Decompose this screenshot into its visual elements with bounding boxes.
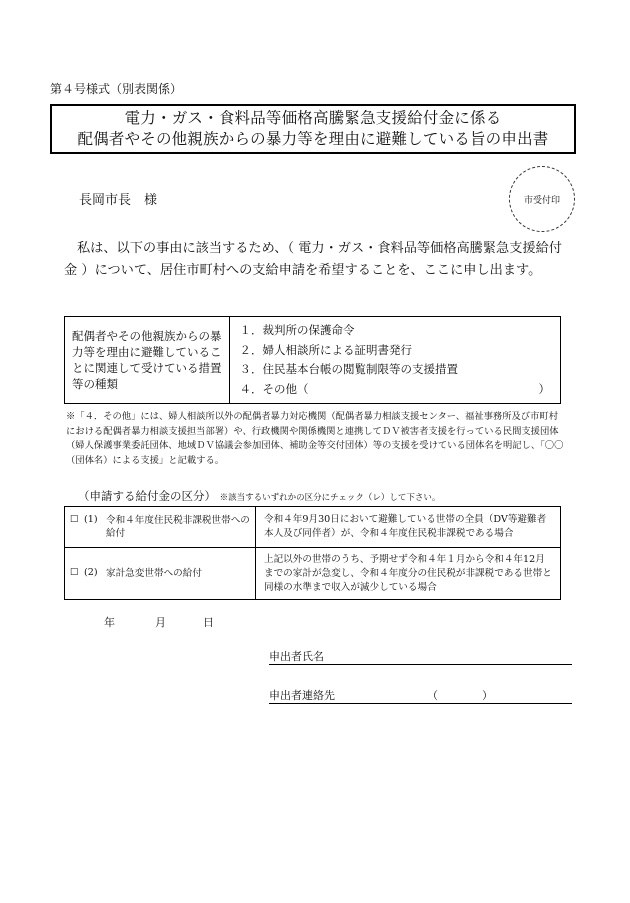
category-label: 家計急変世帯への給付 xyxy=(106,568,202,579)
apply-category-table xyxy=(64,506,561,600)
option-other[interactable]: ４．その他（ ） xyxy=(239,381,550,396)
checkbox-nontaxable[interactable]: ☐ xyxy=(70,514,79,525)
title-line-1: 電力・ガス・食料品等価格高騰緊急支援給付金に係る xyxy=(124,109,502,127)
support-type-label: 配偶者やその他親族からの暴力等を理由に避難していることに関連して受けている措置等の種類 xyxy=(65,317,230,404)
date-year[interactable]: 年 xyxy=(104,616,115,629)
row-number: (2) xyxy=(84,567,98,578)
other-note: ※「４．その他」には、婦人相談所以外の配偶者暴力対応機関（配偶者暴力相談支援センター、福祉事務所及び市町村における配偶者暴力相談支援担当部署）や、行政機関や関係機関と連携してＤＶ被害者支援を行っている民間支援団体（婦人保護事業委託団体、地域ＤＶ協議会参加団体、補助金等交付団体）等の支援を受けている団体名を明記し、「〇〇（団体名）による支援」と記載する。 xyxy=(66,411,564,466)
applicant-name-field[interactable] xyxy=(269,648,572,665)
support-type-options xyxy=(229,317,561,404)
category-label: 令和４年度住民税非課税世帯への給付 xyxy=(106,515,250,539)
applicant-name-label: 申出者氏名 xyxy=(269,650,324,663)
date-day[interactable]: 日 xyxy=(203,616,214,629)
apply-subheading: ※該当するいずれかの区分にチェック（レ）して下さい。 xyxy=(219,493,441,503)
phone-parens: （ ） xyxy=(427,689,493,702)
option-registry-restriction[interactable]: ３．住民基本台帳の閲覧制限等の支援措置 xyxy=(239,362,458,376)
reception-stamp-area xyxy=(509,166,575,232)
apply-row-2-label xyxy=(65,548,256,600)
support-type-table xyxy=(64,316,561,404)
stamp-label: 市受付印 xyxy=(523,195,560,206)
option-certificate[interactable]: ２．婦人相談所による証明書発行 xyxy=(239,342,412,357)
category-description: 令和４年9月30日において避難している世帯の全員（DV等避難者本人及び同伴者）が、令和４年度住民税非課税である場合 xyxy=(256,507,561,548)
date-month[interactable]: 月 xyxy=(155,616,166,629)
applicant-contact-field[interactable] xyxy=(269,687,572,704)
title-line-2: 配偶者やその他親族からの暴力等を理由に避難している旨の申出書 xyxy=(77,130,549,148)
intro-paragraph: 私は、以下の事由に該当するため、（ 電力・ガス・食料品等価格高騰緊急支援給付金 ）について、居住市町村への支給申請を希望することを、ここに申し出ます。 xyxy=(64,241,562,278)
category-description: 上記以外の世帯のうち、予期せず令和４年１月から令和４年12月までの家計が急変し、令和４年度分の住民税が非課税である世帯と同様の水準まで収入が減少している場合 xyxy=(256,548,561,600)
form-number: 第４号様式（別表関係） xyxy=(50,82,183,96)
row-number: (1) xyxy=(84,514,98,525)
apply-section-heading xyxy=(78,488,440,504)
recipient: 長岡市長 様 xyxy=(79,193,158,208)
option-court-order[interactable]: １．裁判所の保護命令 xyxy=(239,323,355,337)
apply-row-1-label xyxy=(65,507,256,548)
checkbox-sudden-change[interactable]: ☐ xyxy=(70,567,79,578)
apply-heading: （申請する給付金の区分） xyxy=(78,489,216,503)
applicant-contact-label: 申出者連絡先 xyxy=(269,689,335,702)
document-title xyxy=(50,104,576,154)
